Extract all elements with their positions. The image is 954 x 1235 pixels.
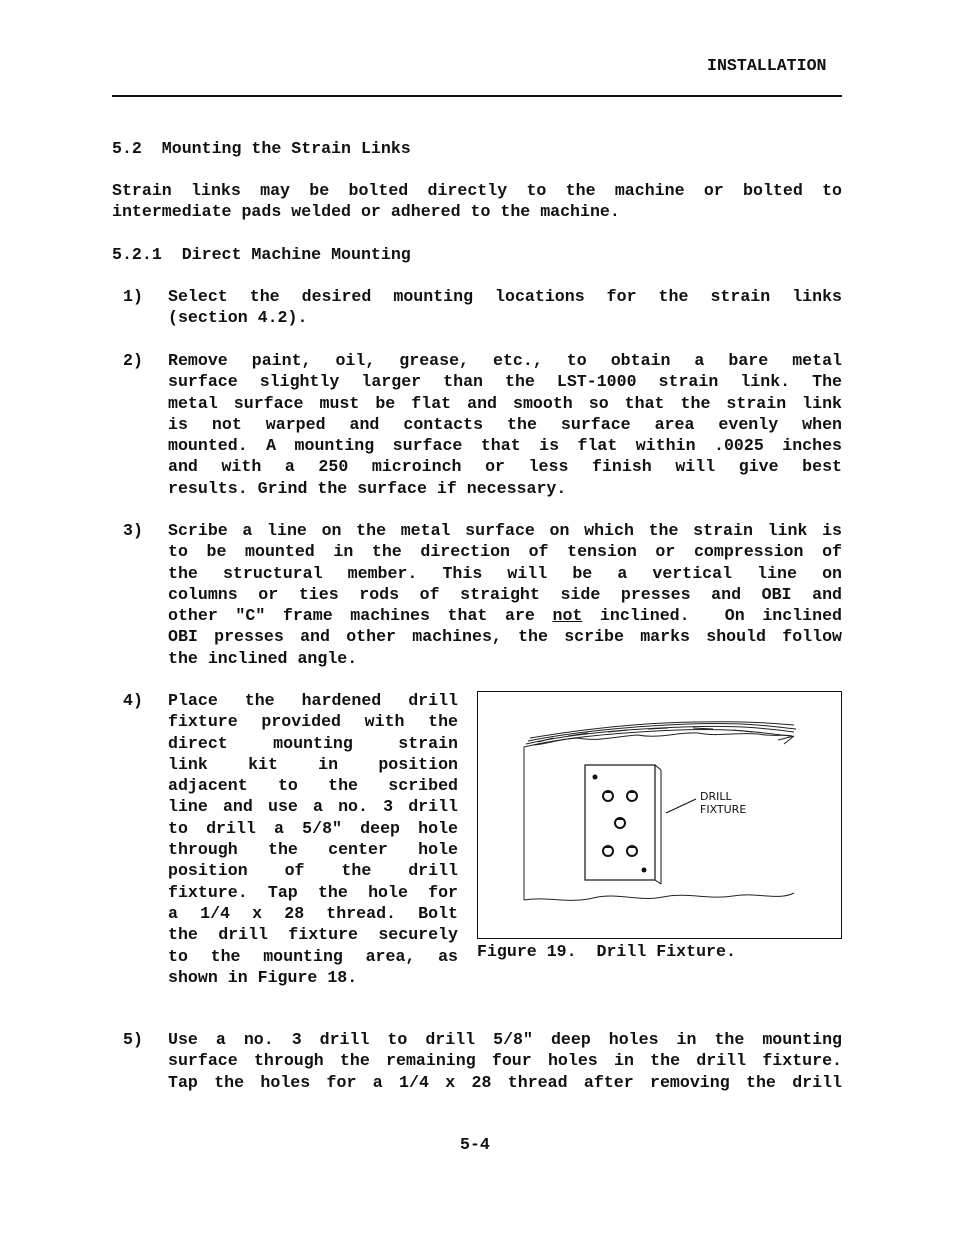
step-line-mixed xyxy=(168,605,842,626)
step-5-text xyxy=(168,1029,842,1093)
step-line: (section 4.2). xyxy=(168,308,308,328)
step-line: fixture provided with the xyxy=(168,712,458,732)
callout-label-line2: FIXTURE xyxy=(700,803,747,816)
step-line: columns or ties rods of straight side presses and OBI and xyxy=(168,584,842,604)
step-number: 5) xyxy=(123,1030,143,1049)
step-2-text xyxy=(168,350,842,499)
step-text-segment: inclined. On inclined xyxy=(582,606,842,626)
step-4-text xyxy=(168,690,458,988)
step-line: surface slightly larger than the LST-1000 strain link. The xyxy=(168,372,842,392)
step-line: to drill a 5/8" deep hole xyxy=(168,818,458,838)
step-line: Scribe a line on the metal surface on which the strain link is xyxy=(168,521,842,540)
step-line: Use a no. 3 drill to drill 5/8" deep holes in the mounting xyxy=(168,1030,842,1049)
step-line: metal surface must be flat and smooth so that the strain link xyxy=(168,393,842,413)
step-line: adjacent to the scribed xyxy=(168,776,458,796)
step-line: Place the hardened drill xyxy=(168,691,458,710)
intro-line: intermediate pads welded or adhered to the machine. xyxy=(112,202,620,222)
step-1-text xyxy=(168,286,842,329)
step-line: position of the drill xyxy=(168,861,458,881)
intro-paragraph xyxy=(112,180,842,223)
page-number: 5-4 xyxy=(460,1135,490,1154)
intro-line: Strain links may be bolted directly to the machine or bolted to xyxy=(112,181,842,200)
step-number: 2) xyxy=(123,351,143,370)
step-3-text xyxy=(168,520,842,669)
step-line: to the mounting area, as xyxy=(168,946,458,966)
header-rule xyxy=(112,95,842,97)
step-line: the drill fixture securely xyxy=(168,925,458,945)
running-header: INSTALLATION xyxy=(707,56,827,75)
step-line: the structural member. This will be a vertical line on xyxy=(168,563,842,583)
step-line: and with a 250 microinch or less finish will give best xyxy=(168,457,842,477)
step-line: results. Grind the surface if necessary. xyxy=(168,478,567,498)
step-text-segment: other "C" frame machines that are xyxy=(168,606,553,626)
section-heading: 5.2 Mounting the Strain Links xyxy=(112,139,411,158)
step-line: to be mounted in the direction of tension or compression of xyxy=(168,542,842,562)
step-line: shown in Figure 18. xyxy=(168,967,358,987)
step-line: fixture. Tap the hole for xyxy=(168,882,458,902)
step-line: Select the desired mounting locations for the strain links xyxy=(168,287,842,306)
emphasis-not: not xyxy=(552,606,583,626)
step-line: mounted. A mounting surface that is flat within .0025 inches xyxy=(168,436,842,456)
subsection-heading: 5.2.1 Direct Machine Mounting xyxy=(112,245,411,264)
step-number: 3) xyxy=(123,521,143,540)
step-line: the inclined angle. xyxy=(168,648,358,668)
figure-caption: Figure 19. Drill Fixture. xyxy=(477,942,736,961)
step-line: is not warped and contacts the surface area evenly when xyxy=(168,414,842,434)
step-line: through the center hole xyxy=(168,840,458,860)
step-line: line and use a no. 3 drill xyxy=(168,797,458,817)
step-line: a 1/4 x 28 thread. Bolt xyxy=(168,903,458,923)
callout-label-line1: DRILL xyxy=(700,790,732,803)
step-line: Remove paint, oil, grease, etc., to obtain a bare metal xyxy=(168,351,842,370)
step-line: surface through the remaining four holes in the drill fixture. xyxy=(168,1051,842,1071)
step-line: OBI presses and other machines, the scribe marks should follow xyxy=(168,627,842,647)
step-line: link kit in position xyxy=(168,754,458,774)
drill-fixture-illustration xyxy=(478,692,841,938)
step-line: direct mounting strain xyxy=(168,733,458,753)
step-number: 4) xyxy=(123,691,143,710)
figure-frame xyxy=(477,691,842,939)
step-line: Tap the holes for a 1/4 x 28 thread after removing the drill xyxy=(168,1072,842,1092)
step-number: 1) xyxy=(123,287,143,306)
